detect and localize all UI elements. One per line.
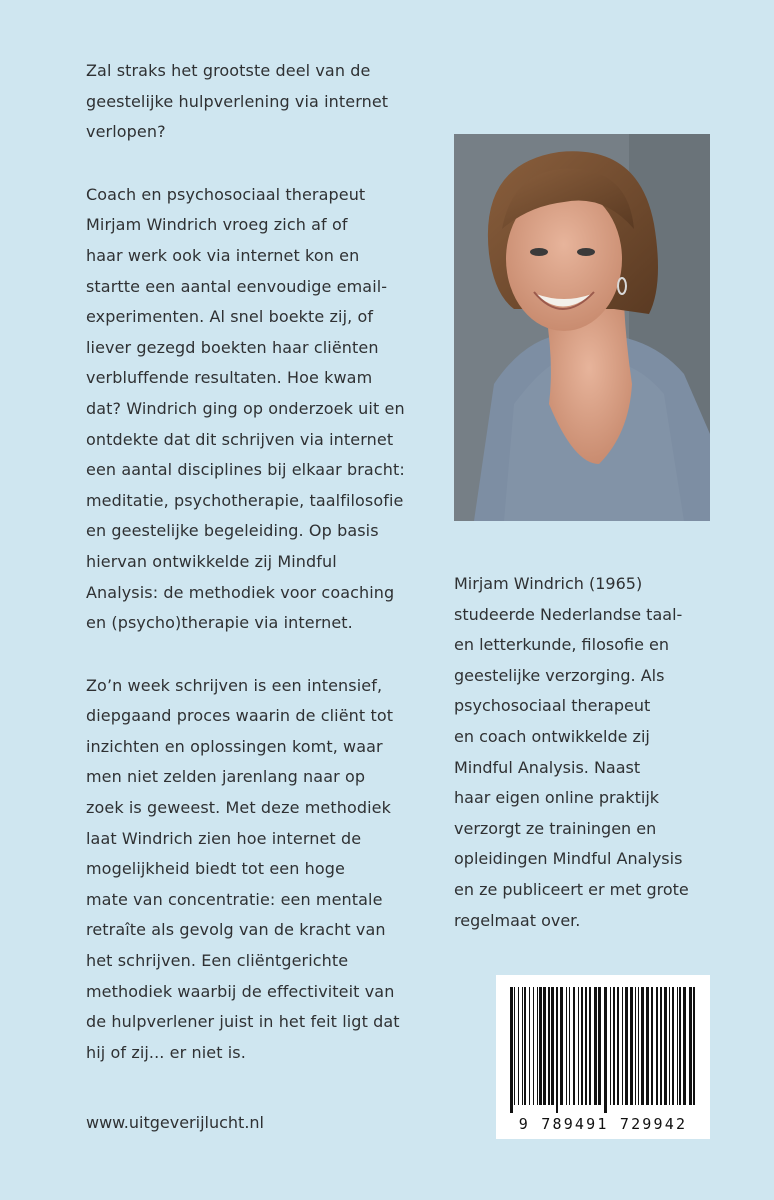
bio-line: geestelijke verzorging. Als	[454, 665, 665, 685]
text-line: laat Windrich zien hoe internet de	[86, 828, 362, 848]
bio-line: Mirjam Windrich (1965)	[454, 574, 643, 593]
barcode-bar	[679, 987, 681, 1105]
barcode-bar	[660, 987, 662, 1105]
author-photo	[454, 134, 710, 521]
text-line: Mirjam Windrich vroeg zich af of	[86, 215, 348, 235]
barcode-bar	[548, 987, 550, 1105]
text-line: hiervan ontwikkelde zij Mindful	[86, 551, 337, 571]
barcode-bar	[641, 987, 644, 1105]
author-portrait-illustration	[454, 134, 710, 521]
bio-line: regelmaat over.	[454, 910, 581, 930]
barcode-bar	[656, 987, 658, 1105]
barcode-bar	[581, 987, 583, 1105]
intro-paragraph	[86, 56, 436, 148]
barcode-bar	[537, 987, 538, 1105]
barcode-bar	[635, 987, 636, 1105]
barcode-bar	[556, 987, 558, 1113]
bio-line: psychosociaal therapeut	[454, 696, 651, 716]
text-line: haar werk ook via internet kon en	[86, 245, 360, 265]
method-paragraph	[86, 671, 436, 1069]
text-line: het schrijven. Een cliëntgerichte	[86, 951, 349, 971]
barcode-bar	[594, 987, 597, 1105]
isbn-number: 9 789491 729942	[518, 1115, 688, 1133]
bio-line: en letterkunde, filosofie en	[454, 635, 669, 655]
barcode-bar	[518, 987, 519, 1105]
barcode-bar	[625, 987, 628, 1105]
barcode-bar	[573, 987, 575, 1105]
text-line: hij of zij... er niet is.	[86, 1042, 246, 1062]
text-line: Zo’n week schrijven is een intensief,	[86, 675, 383, 695]
barcode-bar	[585, 987, 587, 1105]
barcode-bar	[622, 987, 623, 1105]
barcode-bar	[578, 987, 579, 1105]
bio-line: haar eigen online praktijk	[454, 788, 660, 808]
text-line: zoek is geweest. Met deze methodiek	[86, 798, 391, 818]
barcode-bar	[566, 987, 567, 1105]
bio-line: studeerde Nederlandse taal-	[454, 604, 683, 624]
barcode-bar	[664, 987, 667, 1105]
text-line: inzichten en oplossingen komt, waar	[86, 736, 383, 756]
barcode-bar	[543, 987, 546, 1105]
barcode-bar	[689, 987, 692, 1105]
barcode-bar	[613, 987, 615, 1105]
barcode-bar	[560, 987, 563, 1105]
isbn-barcode	[496, 975, 710, 1139]
barcode-bar	[651, 987, 653, 1105]
text-line: Coach en psychosociaal therapeut	[86, 184, 366, 204]
text-line: en (psycho)therapie via internet.	[86, 613, 353, 633]
barcode-bar	[638, 987, 639, 1105]
barcode-bar	[551, 987, 554, 1105]
text-line: retraîte als gevolg van de kracht van	[86, 920, 386, 940]
barcode-bar	[529, 987, 530, 1105]
bio-line: en coach ontwikkelde zij	[454, 726, 650, 746]
bio-line: Mindful Analysis. Naast	[454, 757, 641, 777]
barcode-bar	[539, 987, 542, 1105]
text-line: de hulpverlener juist in het feit ligt dat	[86, 1012, 400, 1032]
barcode-bar	[646, 987, 649, 1105]
barcode-bar	[669, 987, 670, 1105]
barcode-bar	[677, 987, 678, 1105]
text-line: men niet zelden jarenlang naar op	[86, 767, 366, 787]
text-line: een aantal disciplines bij elkaar bracht:	[86, 460, 405, 480]
barcode-bar	[569, 987, 570, 1105]
barcode-bar	[589, 987, 591, 1105]
text-line: Zal straks het grootste deel van de	[86, 61, 371, 80]
text-line: startte een aantal eenvoudige email-	[86, 276, 388, 296]
barcode-bar	[672, 987, 674, 1105]
text-line: meditatie, psychotherapie, taalfilosofie	[86, 490, 404, 510]
text-line: dat? Windrich ging op onderzoek uit en	[86, 398, 405, 418]
barcode-bar	[693, 987, 695, 1105]
text-line: mate van concentratie: een mentale	[86, 889, 383, 909]
text-line: mogelijkheid biedt tot een hoge	[86, 859, 345, 879]
text-line: liever gezegd boekten haar cliënten	[86, 337, 379, 357]
text-line: diepgaand proces waarin de cliënt tot	[86, 706, 394, 726]
barcode-bar	[683, 987, 686, 1105]
bio-line: en ze publiceert er met grote	[454, 879, 689, 899]
text-line: verbluffende resultaten. Hoe kwam	[86, 368, 373, 388]
text-line: methodiek waarbij de effectiviteit van	[86, 981, 395, 1001]
text-line: geestelijke hulpverlening via internet	[86, 91, 389, 111]
barcode-bar	[510, 987, 513, 1113]
description-paragraph	[86, 180, 436, 639]
barcode-bar	[598, 987, 601, 1105]
barcode-bar	[522, 987, 523, 1105]
bio-line: verzorgt ze trainingen en	[454, 818, 657, 838]
publisher-url: www.uitgeverijlucht.nl	[86, 1113, 264, 1132]
back-cover-text	[86, 56, 436, 1100]
barcode-bar	[533, 987, 534, 1105]
text-line: ontdekte dat dit schrijven via internet	[86, 429, 394, 449]
barcode-bar	[630, 987, 633, 1105]
author-bio	[454, 569, 734, 936]
barcode-bar	[604, 987, 607, 1113]
text-line: en geestelijke begeleiding. Op basis	[86, 521, 379, 541]
barcode-bar	[524, 987, 526, 1105]
barcode-bar	[514, 987, 515, 1105]
barcode-bar	[610, 987, 611, 1105]
barcode-bar	[617, 987, 619, 1105]
text-line: experimenten. Al snel boekte zij, of	[86, 307, 374, 327]
bio-line: opleidingen Mindful Analysis	[454, 849, 683, 869]
text-line: Analysis: de methodiek voor coaching	[86, 582, 395, 602]
text-line: verlopen?	[86, 122, 166, 142]
